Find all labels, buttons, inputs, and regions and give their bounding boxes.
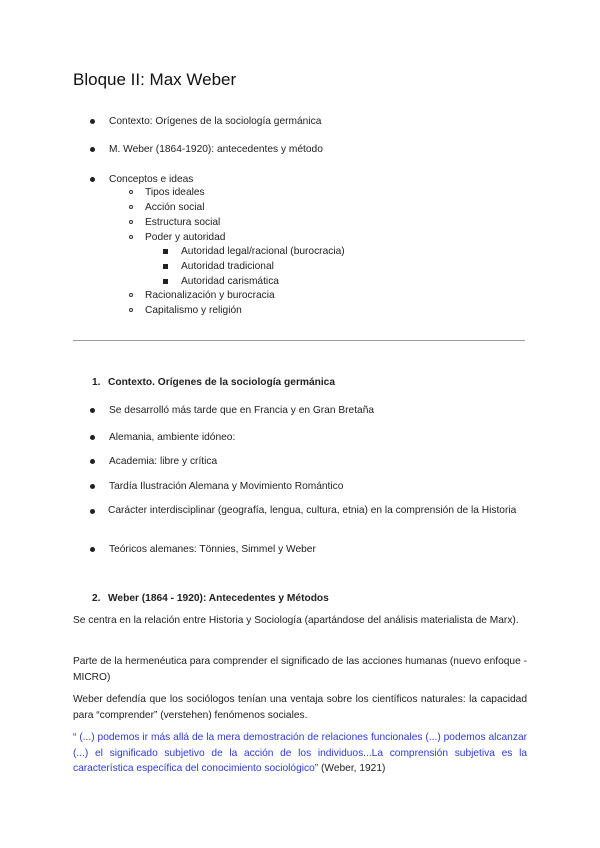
list-item: Carácter interdisciplinar (geografía, lengua, cultura, etnia) en la comprensión de la Historia xyxy=(108,505,517,516)
outline-item: Contexto: Orígenes de la sociología germánica xyxy=(109,116,322,127)
list-item: Se desarrolló más tarde que en Francia y en Gran Bretaña xyxy=(109,405,375,416)
outline-item: Conceptos e ideas xyxy=(109,174,194,185)
outline-item: M. Weber (1864-1920): antecedentes y método xyxy=(109,144,323,155)
outline-subitem: Poder y autoridad xyxy=(145,232,226,243)
list-item: Teóricos alemanes: Tönnies, Simmel y Weber xyxy=(109,544,316,555)
page-title: Bloque II: Max Weber xyxy=(73,70,237,89)
outline-subsubitem: Autoridad legal/racional (burocracia) xyxy=(181,246,345,257)
citation: (Weber, 1921) xyxy=(318,763,386,774)
bullet-icon xyxy=(90,435,95,440)
outline-subitem: Capitalismo y religión xyxy=(145,305,242,316)
circle-bullet-icon xyxy=(129,235,133,239)
circle-bullet-icon xyxy=(129,205,133,209)
section-heading: Contexto. Orígenes de la sociología germánica xyxy=(108,377,336,388)
outline-subitem: Acción social xyxy=(145,202,205,213)
outline-subitem: Racionalización y burocracia xyxy=(145,290,275,301)
section-heading: Weber (1864 - 1920): Antecedentes y Métodos xyxy=(108,593,329,604)
bullet-icon xyxy=(90,177,95,182)
list-item: Alemania, ambiente idóneo: xyxy=(109,432,236,443)
circle-bullet-icon xyxy=(129,190,133,194)
circle-bullet-icon xyxy=(129,308,133,312)
weber-quote: “ (...) podemos ir más allá de la mera demostración de relaciones funcionales (...) podemos alcanzar (...) el significado subjetivo de la acción de los individuos...La comprensión subjetiva es la característica específica del conocimiento sociológico” xyxy=(73,732,527,774)
bullet-icon xyxy=(90,547,95,552)
quote-paragraph xyxy=(73,730,527,777)
outline-subsubitem: Autoridad tradicional xyxy=(181,261,274,272)
paragraph: Weber defendía que los sociólogos tenían una ventaja sobre los científicos naturales: la capacidad para “comprender” (verstehen) fenómenos sociales. xyxy=(73,694,527,721)
outline-subsubitem: Autoridad carismática xyxy=(181,276,279,287)
square-bullet-icon xyxy=(163,264,168,269)
outline-subitem: Estructura social xyxy=(145,217,221,228)
bullet-icon xyxy=(90,119,95,124)
circle-bullet-icon xyxy=(129,220,133,224)
paragraph: Se centra en la relación entre Historia y Sociología (apartándose del análisis materialista de Marx). xyxy=(73,615,519,626)
paragraph: Parte de la hermenéutica para comprender el significado de las acciones humanas (nuevo enfoque - MICRO) xyxy=(73,656,527,683)
square-bullet-icon xyxy=(163,249,168,254)
circle-bullet-icon xyxy=(129,293,133,297)
bullet-icon xyxy=(90,509,95,514)
section-number: 1. xyxy=(92,377,101,388)
list-item: Tardía Ilustración Alemana y Movimiento Romántico xyxy=(109,481,344,492)
outline-subitem: Tipos ideales xyxy=(145,187,205,198)
list-item: Academia: libre y crítica xyxy=(109,456,218,467)
bullet-icon xyxy=(90,459,95,464)
divider xyxy=(73,340,525,341)
bullet-icon xyxy=(90,408,95,413)
square-bullet-icon xyxy=(163,279,168,284)
bullet-icon xyxy=(90,147,95,152)
bullet-icon xyxy=(90,484,95,489)
section-number: 2. xyxy=(92,593,101,604)
